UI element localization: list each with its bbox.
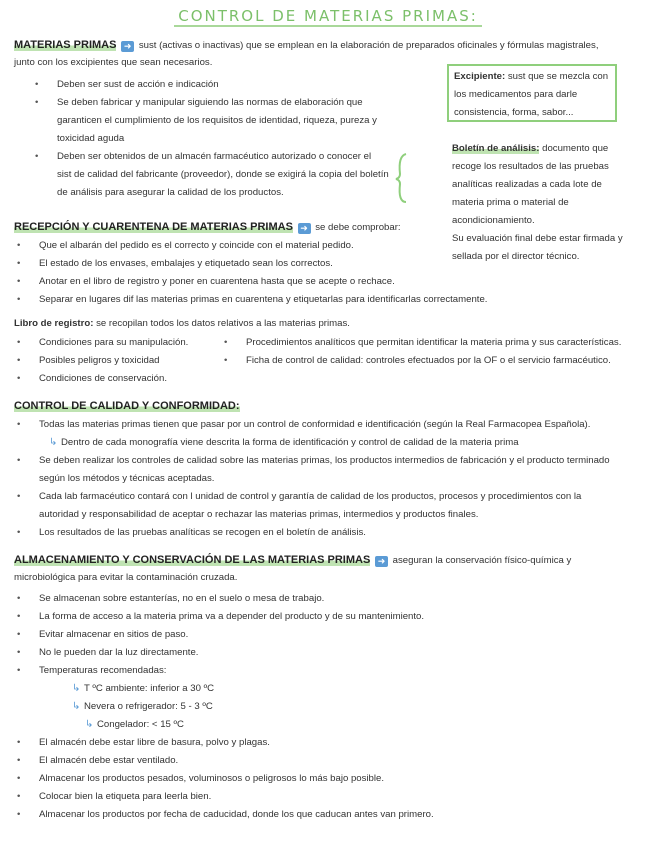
control-list	[39, 416, 644, 542]
list-item: • Se deben fabricar y manipular siguiendo las normas de elaboración que garanticen el cumplimiento de los requisitos de identidad, riqueza, pureza y toxicidad aguda	[57, 94, 407, 148]
libro-registro-label: Libro de registro:	[14, 318, 94, 329]
libro-col1	[39, 334, 219, 388]
list-item: • Temperaturas recomendadas:	[39, 662, 639, 680]
list-item: • Almacenar los productos pesados, voluminosos o peligrosos lo más bajo posible.	[39, 770, 639, 788]
recepcion-list	[39, 237, 649, 309]
list-item: • Evitar almacenar en sitios de paso.	[39, 626, 639, 644]
list-item: • No le pueden dar la luz directamente.	[39, 644, 639, 662]
list-item: • Ficha de control de calidad: controles efectuados por la OF o el servicio farmacéutico.	[246, 352, 646, 370]
boletin-note: Boletín de análisis: documento que recoge los resultados de las pruebas analíticas realizadas a cada lote de materia prima o material de acondicionamiento. Su evaluación final debe estar firmada y sellada por el director técnico.	[452, 143, 623, 262]
almacen-list	[39, 590, 639, 824]
list-item: • El almacén debe estar ventilado.	[39, 752, 639, 770]
list-item: • Cada lab farmacéutico contará con l unidad de control y garantía de calidad de los productos, procesos y procedimientos con la autoridad y responsabilidad de aceptar o rechazar las materias primas, intermedios y productos finales.	[39, 488, 644, 524]
list-item: • Los resultados de las pruebas analíticas se recogen en el boletín de análisis.	[39, 524, 644, 542]
list-item: ↳ Nevera o refrigerador: 5 - 3 ºC	[39, 698, 639, 716]
libro-col2	[246, 334, 646, 370]
almacen-heading-row: ALMACENAMIENTO Y CONSERVACIÓN DE LAS MATERIAS PRIMAS ➜ aseguran la conservación físico-química y	[14, 554, 572, 566]
list-item: • Que el albarán del pedido es el correcto y coincide con el material pedido.	[39, 237, 649, 255]
list-item: • Condiciones de conservación.	[39, 370, 219, 388]
boletin-label: Boletín de análisis:	[452, 143, 540, 154]
list-item: • Almacenar los productos por fecha de caducidad, donde los que caducan antes van primero.	[39, 806, 639, 824]
materias-primas-intro-line2: junto con los excipientes que sean necesarios.	[14, 57, 213, 68]
right-arrow-icon: ➜	[121, 41, 134, 52]
list-item: • Se deben realizar los controles de calidad sobre las materias primas, los productos intermedios de fabricación y el producto terminado según los métodos y técnicas aceptadas.	[39, 452, 644, 488]
recepcion-heading: RECEPCIÓN Y CUARENTENA DE MATERIAS PRIMAS	[14, 221, 293, 233]
control-heading-row	[14, 397, 240, 416]
materias-primas-intro: sust (activas o inactivas) que se emplean en la elaboración de preparados oficinales y fórmulas magistrales,	[138, 40, 599, 51]
right-arrow-icon: ➜	[375, 556, 388, 567]
list-item: • Separar en lugares dif las materias primas en cuarentena y etiquetarlas para identificarlas correctamente.	[39, 291, 649, 309]
materias-primas-section	[14, 36, 644, 55]
excipiente-label: Excipiente:	[454, 71, 506, 82]
list-item: • Procedimientos analíticos que permitan identificar la materia prima y sus características.	[246, 334, 646, 352]
recepcion-heading-row: RECEPCIÓN Y CUARENTENA DE MATERIAS PRIMAS ➜ se debe comprobar:	[14, 221, 401, 233]
list-item: • El estado de los envases, embalajes y etiquetado sean los correctos.	[39, 255, 649, 273]
page-title: CONTROL DE MATERIAS PRIMAS:	[0, 7, 656, 25]
list-item: ↳ T ºC ambiente: inferior a 30 ºC	[39, 680, 639, 698]
list-item: • Posibles peligros y toxicidad	[39, 352, 219, 370]
materias-primas-heading: MATERIAS PRIMAS	[14, 39, 117, 51]
right-arrow-icon: ➜	[298, 223, 311, 234]
brace-icon	[394, 152, 408, 204]
list-item: ↳ Congelador: < 15 ºC	[39, 716, 639, 734]
materias-primas-list	[57, 76, 407, 202]
control-heading: CONTROL DE CALIDAD Y CONFORMIDAD:	[14, 400, 240, 412]
list-item: • La forma de acceso a la materia prima va a depender del producto y de su mantenimiento.	[39, 608, 639, 626]
list-item: • Colocar bien la etiqueta para leerla bien.	[39, 788, 639, 806]
almacen-heading-line2: microbiológica para evitar la contaminación cruzada.	[14, 572, 238, 583]
excipiente-box: Excipiente: sust que se mezcla con los medicamentos para darle consistencia, forma, sabor...	[447, 64, 617, 122]
list-item: • El almacén debe estar libre de basura, polvo y plagas.	[39, 734, 639, 752]
list-item: • Deben ser sust de acción e indicación	[57, 76, 407, 94]
libro-registro-row: Libro de registro: se recopilan todos los datos relativos a las materias primas.	[14, 318, 350, 329]
list-item: • Se almacenan sobre estanterías, no en el suelo o mesa de trabajo.	[39, 590, 639, 608]
list-item: • Condiciones para su manipulación.	[39, 334, 219, 352]
list-item: • Deben ser obtenidos de un almacén farmacéutico autorizado o conocer el sist de calidad del fabricante (proveedor), donde se exigirá la copia del boletín de análisis para asegurar la calidad de los productos.	[57, 148, 407, 202]
list-item: ↳ Dentro de cada monografía viene descrita la forma de identificación y control de calidad de la materia prima	[39, 434, 644, 452]
almacen-heading: ALMACENAMIENTO Y CONSERVACIÓN DE LAS MATERIAS PRIMAS	[14, 554, 371, 566]
list-item: • Anotar en el libro de registro y poner en cuarentena hasta que se acepte o rechace.	[39, 273, 649, 291]
list-item: • Todas las materias primas tienen que pasar por un control de conformidad e identificación (según la Real Farmacopea Española).	[39, 416, 644, 434]
